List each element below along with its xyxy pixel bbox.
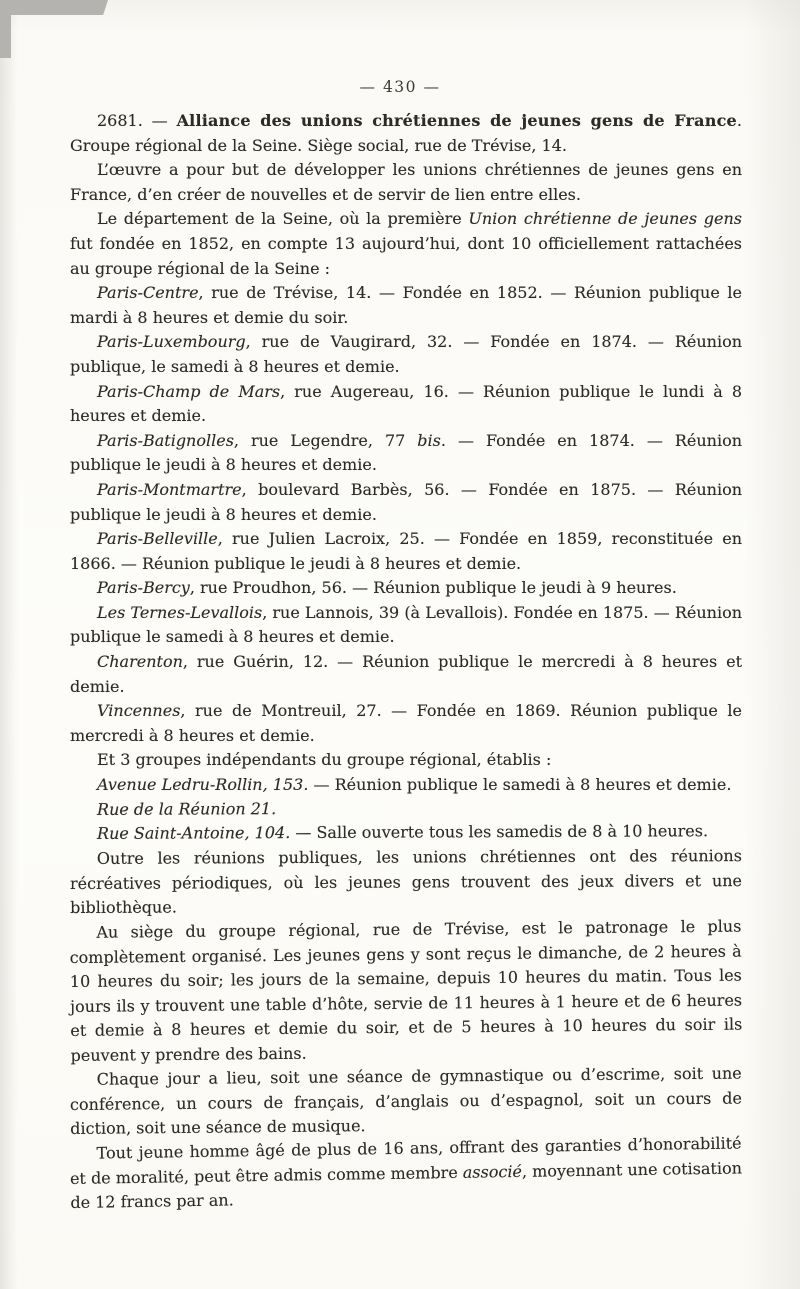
- body-text: Au siège du groupe régional, rue de Trévise, est le patronage le plus complètement organisé. Les jeunes gens y sont reçus le dimanche, de 2 heures à 10 heures du soir; les jours de la semaine, depuis 10 heures du matin. Tous les jours ils y trouvent une table d’hôte, servie de 11 heures à 1 heure et de 6 heures et demie à 8 heures et demie du soir, et de 5 heures à 10 heures du soir ils peuvent y prendre des bains.: [69, 916, 743, 1065]
- page-number: — 430 —: [359, 78, 441, 96]
- italic-text: Paris-Batignolles: [97, 430, 234, 450]
- paragraph: [70, 650, 742, 699]
- body-text: , rue Legendre, 77: [233, 430, 418, 450]
- italic-text: Paris-Champ de Mars: [97, 381, 281, 401]
- paragraph: [70, 207, 742, 281]
- italic-text: Paris-Montmartre: [97, 479, 242, 499]
- body-text: , rue Proudhon, 56. — Réunion publique le jeudi à 9 heures.: [189, 578, 677, 598]
- paragraph: [70, 844, 742, 921]
- paragraph: [70, 380, 742, 429]
- body-text: , moyennant une cotisation de 12 francs par an.: [70, 1157, 743, 1213]
- entry-title: Alliance des unions chrétiennes de jeunes gens de France: [176, 111, 737, 130]
- body-text: , rue de Vaugirard, 32. — Fondée en 1874. — Réunion publique, le samedi à 8 heures et demie.: [70, 332, 742, 376]
- paragraph: [70, 281, 742, 330]
- body-text: , rue Augereau, 16. — Réunion publique le lundi à 8 heures et demie.: [70, 381, 742, 426]
- italic-text: Union chrétienne de jeunes gens: [468, 209, 743, 229]
- body-text: Le département de la Seine, où la première: [97, 209, 469, 229]
- italic-text: Rue Saint-Antoine, 104.: [96, 823, 291, 844]
- body-text: — Réunion publique le samedi à 8 heures et demie.: [308, 775, 732, 795]
- body-text: fut fondée en 1852, en compte 13 aujourd’hui, dont 10 officiellement rattachées au groupe régional de la Seine :: [70, 233, 742, 278]
- paragraph: [70, 330, 742, 379]
- body-text: . Groupe régional de la Seine. Siège social, rue de Trévise, 14.: [70, 111, 742, 155]
- body-text: L’œuvre a pour but de développer les unions chrétiennes de jeunes gens en France, d’en créer de nouvelles et de servir de lien entre elles.: [70, 160, 742, 204]
- paragraph: [70, 699, 742, 748]
- paragraph: [70, 748, 742, 773]
- body-text: , rue Lannois, 39 (à Levallois). Fondée en 1875. — Réunion publique le samedi à 8 heures et demie.: [70, 602, 742, 647]
- body-text: , rue de Montreuil, 27. — Fondée en 1869. Réunion publique le mercredi à 8 heures et demie.: [70, 701, 742, 745]
- body-text: Chaque jour a lieu, soit une séance de gymnastique ou d’escrime, soit une conférence, un cours de français, d’anglais ou d’espagnol, soit un cours de diction, soit une séance de musique.: [69, 1063, 743, 1139]
- paragraph: [70, 478, 742, 527]
- body-text: 2681. —: [97, 111, 177, 130]
- italic-text: associé: [462, 1161, 523, 1182]
- paragraph: [70, 158, 742, 207]
- italic-text: Vincennes: [97, 701, 181, 721]
- paragraph: [70, 429, 742, 478]
- italic-text: Avenue Ledru-Rollin, 153.: [97, 775, 309, 795]
- body-text: , rue de Trévise, 14. — Fondée en 1852. — Réunion publique le mardi à 8 heures et demie du soir.: [70, 283, 742, 327]
- paragraph: [70, 601, 742, 650]
- italic-text: Paris-Belleville: [97, 529, 218, 549]
- paragraph: [69, 914, 742, 1068]
- body-text: Tout jeune homme âgé de plus de 16 ans, offrant des garanties d’honorabilité et de moralité, peut être admis comme membre: [69, 1133, 742, 1188]
- body-text: , rue Guérin, 12. — Réunion publique le mercredi à 8 heures et demie.: [70, 652, 742, 696]
- page-text: [0, 109, 800, 1216]
- paragraph: [70, 109, 742, 158]
- scan-edge-top: [0, 0, 108, 15]
- body-text: . — Fondée en 1874. — Réunion publique le jeudi à 8 heures et demie.: [70, 430, 743, 475]
- italic-text: Paris-Centre: [97, 283, 199, 303]
- paragraph: [70, 819, 742, 847]
- body-text: , rue Julien Lacroix, 25. — Fondée en 1859, reconstituée en 1866. — Réunion publique le jeudi à 8 heures et demie.: [70, 529, 742, 573]
- paragraph: [70, 527, 742, 576]
- body-text: , boulevard Barbès, 56. — Fondée en 1875. — Réunion publique le jeudi à 8 heures et demie.: [70, 479, 742, 524]
- body-text: Et 3 groupes indépendants du groupe régional, établis :: [97, 750, 552, 770]
- italic-text: Rue de la Réunion 21.: [96, 798, 277, 819]
- italic-text: Paris-Luxembourg: [97, 332, 246, 352]
- body-text: — Salle ouverte tous les samedis de 8 à 10 heures.: [290, 821, 709, 843]
- paragraph: [70, 795, 742, 823]
- italic-text: bis: [417, 430, 441, 450]
- italic-text: Paris-Bercy: [97, 578, 190, 598]
- scan-edge-left: [0, 0, 11, 58]
- italic-text: Charenton: [97, 652, 183, 672]
- paragraph: [70, 1062, 743, 1142]
- body-text: Outre les réunions publiques, les unions chrétiennes ont des réunions récréatives périodiques, où les jeunes gens trouvent des jeux divers et une bibliothèque.: [69, 845, 743, 917]
- paragraph: [70, 576, 742, 601]
- paragraph: [69, 1131, 742, 1215]
- paragraph: [70, 773, 742, 798]
- italic-text: Les Ternes-Levallois: [97, 602, 263, 622]
